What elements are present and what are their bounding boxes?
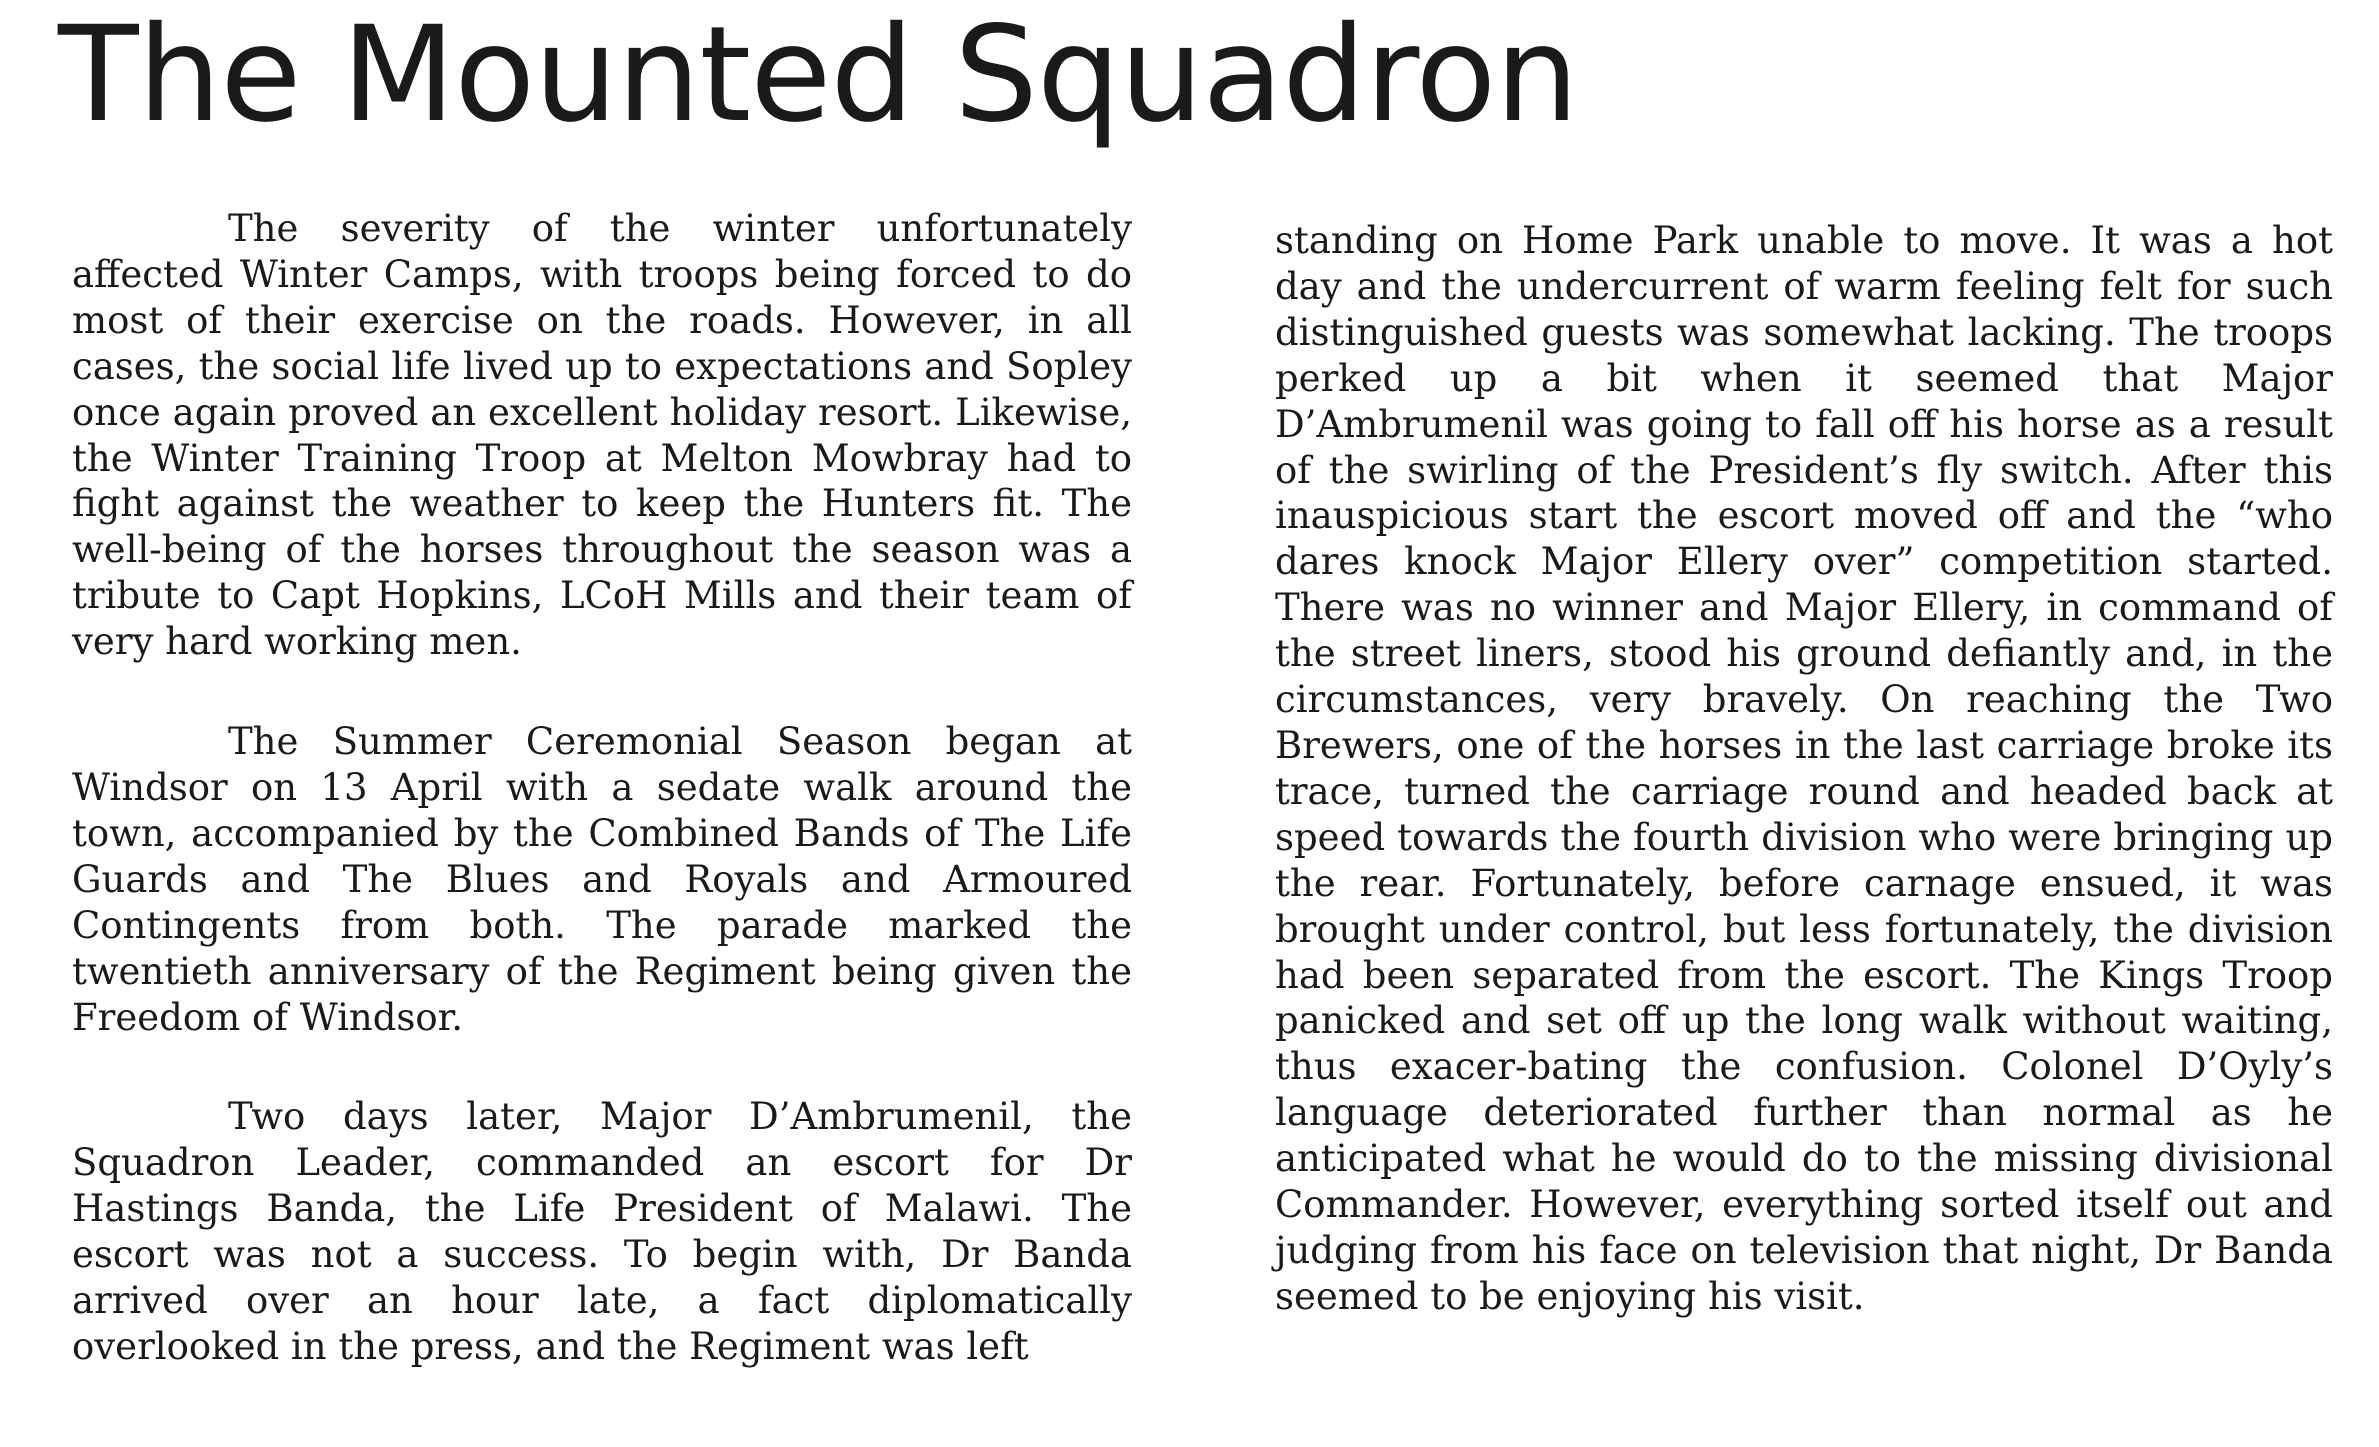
- right-column: [1275, 218, 2333, 1320]
- paragraph-summer-ceremonial: The Summer Ceremonial Season began at Windsor on 13 April with a sedate walk around the town, accompanied by the Combined Bands of The Life Guards and The Blues and Royals and Armoured Contingents from both. The parade marked the twentieth anniversary of the Regiment being given the Freedom of Windsor.: [72, 720, 1132, 1039]
- paragraph-winter-camps: The severity of the winter unfortunately affected Winter Camps, with troops being forced to do most of their exercise on the roads. However, in all cases, the social life lived up to expectations and Sopley once again proved an excellent holiday resort. Likewise, the Winter Training Troop at Melton Mowbray had to fight against the weather to keep the Hunters fit. The well-being of the horses throughout the season was a tribute to Capt Hopkins, LCoH Mills and their team of very hard working men.: [72, 207, 1132, 664]
- paragraph-escort-continued: standing on Home Park unable to move. It was a hot day and the undercurrent of warm feeling felt for such distinguished guests was somewhat lacking. The troops perked up a bit when it seemed that Major D’Ambrumenil was going to fall off his horse as a result of the swirling of the President’s fly switch. After this inauspicious start the escort moved off and the “who dares knock Major Ellery over” competition started. There was no winner and Major Ellery, in command of the street liners, stood his ground defiantly and, in the circumstances, very bravely. On reaching the Two Brewers, one of the horses in the last carriage broke its trace, turned the carriage round and headed back at speed towards the fourth division who were bringing up the rear. Fortunately, before carnage ensued, it was brought under control, but less fortunately, the division had been separated from the escort. The Kings Troop panicked and set off up the long walk without waiting, thus exacer-bating the confusion. Colonel D’Oyly’s language deteriorated further than normal as he anticipated what he would do to the missing divisional Commander. However, everything sorted itself out and judging from his face on television that night, Dr Banda seemed to be enjoying his visit.: [1275, 219, 2333, 1318]
- paragraph-banda-escort: Two days later, Major D’Ambrumenil, the Squadron Leader, commanded an escort for Dr Hastings Banda, the Life President of Malawi. The escort was not a success. To begin with, Dr Banda arrived over an hour late, a fact diplomatically overlooked in the press, and the Regiment was left: [72, 1095, 1132, 1368]
- article-title: The Mounted Squadron: [58, 0, 1578, 152]
- left-column: [72, 206, 1132, 1370]
